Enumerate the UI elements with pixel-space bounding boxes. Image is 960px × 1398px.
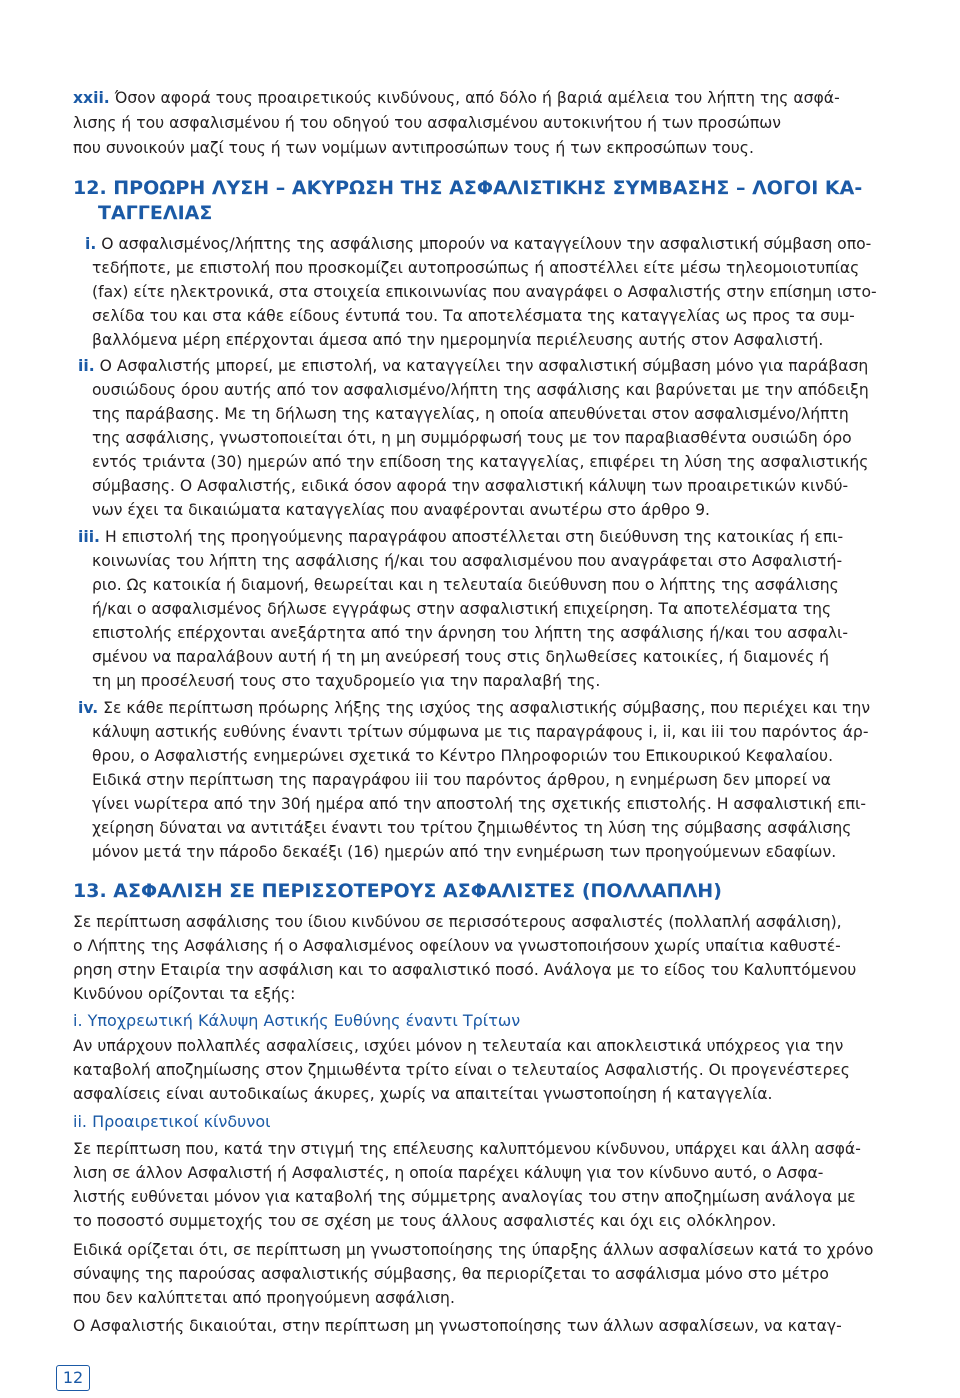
- paragraph-iii-line: κοινωνίας του λήπτη της ασφάλισης ή/και του ασφαλισμένου που αναγράφεται στο Ασφαλιστή-: [92, 552, 843, 570]
- section-13-intro-line: Σε περίπτωση ασφάλισης του ίδιου κινδύνου σε περισσότερους ασφαλιστές (πολλαπλή ασφάλιση),: [73, 913, 842, 931]
- subsection-i-line: Αν υπάρχουν πολλαπλές ασφαλίσεις, ισχύει μόνον η τελευταία και αποκλειστικά υπόχρεος για την: [73, 1037, 844, 1055]
- paragraph-iv-line: μόνον μετά την πάροδο δεκαέξι (16) ημερών από την ενημέρωση των προηγούμενων εδαφίων.: [92, 843, 837, 861]
- section-13-heading: 13. ΑΣΦΑΛΙΣΗ ΣΕ ΠΕΡΙΣΣΟΤΕΡΟΥΣ ΑΣΦΑΛΙΣΤΕΣ (ΠΟΛΛΑΠΛΗ): [73, 880, 722, 902]
- paragraph-ii-line: νων έχει τα δικαιώματα καταγγελίας που αναφέρονται ανωτέρω στο άρθρο 9.: [92, 501, 711, 519]
- item-marker: iv.: [78, 699, 99, 717]
- paragraph-iv-line: γίνει νωρίτερα από την 30ή ημέρα από την αποστολή της σχετικής επιστολής. Η ασφαλιστική επι-: [92, 795, 866, 813]
- section-13-intro-line: ο Λήπτης της Ασφάλισης ή ο Ασφαλισμένος οφείλουν να γνωστοποιήσουν χωρίς υπαίτια καθυστέ-: [73, 937, 841, 955]
- paragraph-i-line: [85, 234, 871, 254]
- text: Ο Ασφαλιστής μπορεί, με επιστολή, να καταγγείλει την ασφαλιστική σύμβαση μόνο για παράβαση: [99, 357, 869, 375]
- subsection-ii-line: σύναψης της παρούσας ασφαλιστικής σύμβασης, θα περιορίζεται το ασφάλισμα μόνο στο μέτρο: [73, 1265, 829, 1283]
- subsection-i-line: ασφαλίσεις είναι αυτοδικαίως άκυρες, χωρίς να απαιτείται γνωστοποίηση ή καταγγελία.: [73, 1085, 773, 1103]
- subsection-ii-line: λιστής ευθύνεται μόνον για καταβολή της σύμμετρης αναλογίας του στην αποζημίωση ανάλογα με: [73, 1188, 856, 1206]
- item-marker: iii.: [78, 528, 100, 546]
- text: Ο ασφαλισμένος/λήπτης της ασφάλισης μπορούν να καταγγείλουν την ασφαλιστική σύμβαση οπο-: [101, 235, 872, 253]
- section-12-heading: ΤΑΓΓΕΛΙΑΣ: [98, 202, 213, 224]
- paragraph-iii-line: επιστολής επέρχονται ανεξάρτητα από την άρνηση του λήπτη της ασφάλισης ή/και του ασφαλι-: [92, 624, 848, 642]
- paragraph-i-line: (fax) είτε ηλεκτρονικά, στα στοιχεία επικοινωνίας που αναγράφει ο Ασφαλιστής στην επίσημη ιστο-: [92, 283, 877, 301]
- subsection-ii-line: Ο Ασφαλιστής δικαιούται, στην περίπτωση μη γνωστοποίησης των άλλων ασφαλίσεων, να καταγ-: [73, 1317, 842, 1335]
- subsection-ii-line: λιση σε άλλον Ασφαλιστή ή Ασφαλιστές, η οποία παρέχει κάλυψη για τον κίνδυνο αυτό, ο Ασφα-: [73, 1164, 824, 1182]
- section-12-heading: 12. ΠΡΟΩΡΗ ΛΥΣΗ – ΑΚΥΡΩΣΗ ΤΗΣ ΑΣΦΑΛΙΣΤΙΚΗΣ ΣΥΜΒΑΣΗΣ – ΛΟΓΟΙ ΚΑ-: [73, 177, 863, 199]
- subsection-i-title: i. Υποχρεωτική Κάλυψη Αστικής Ευθύνης έναντι Τρίτων: [73, 1011, 521, 1030]
- paragraph-iii-line: σμένου να παραλάβουν αυτή ή τη μη ανεύρεσή τους στις δηλωθείσες κατοικίες, ή διαμονές ή: [92, 648, 830, 666]
- section-13-intro-line: ρηση στην Εταιρία την ασφάλιση και το ασφαλιστικό ποσό. Ανάλογα με το είδος του Καλυπτόμενου: [73, 961, 857, 979]
- page-number: 12: [56, 1365, 90, 1391]
- paragraph-iv-line: κάλυψη αστικής ευθύνης έναντι τρίτων σύμφωνα με τις παραγράφους i, ii, και iii του παρόντος άρ-: [92, 723, 869, 741]
- paragraph-xxii-line: [73, 88, 840, 108]
- paragraph-ii-line: ουσιώδους όρου αυτής από τον ασφαλισμένο/λήπτη της ασφάλισης και βαρύνεται με την απόδειξη: [92, 381, 869, 399]
- paragraph-iv-line: Ειδικά στην περίπτωση της παραγράφου iii του παρόντος άρθρου, η ενημέρωση δεν μπορεί να: [92, 771, 831, 789]
- text: Όσον αφορά τους προαιρετικούς κινδύνους, από δόλο ή βαριά αμέλεια του λήπτη της ασφά-: [114, 89, 840, 107]
- subsection-i-line: καταβολή αποζημίωσης στον ζημιωθέντα τρίτο είναι ο τελευταίος Ασφαλιστής. Οι προγενέστερες: [73, 1061, 850, 1079]
- section-13-intro-line: Κινδύνου ορίζονται τα εξής:: [73, 985, 296, 1003]
- paragraph-iii-line: τη μη προσέλευσή τους στο ταχυδρομείο για την παραλαβή της.: [92, 672, 601, 690]
- paragraph-ii-line: [78, 356, 868, 376]
- paragraph-iii-line: [78, 527, 843, 547]
- paragraph-iv-line: χείρηση δύναται να αντιτάξει έναντι του τρίτου ζημιωθέντος τη λύση της σύμβασης ασφάλισης: [92, 819, 852, 837]
- paragraph-i-line: σελίδα του και στα κάθε είδους έντυπά του. Τα αποτελέσματα της καταγγελίας ως προς τα συμ-: [92, 307, 855, 325]
- text: Σε κάθε περίπτωση πρόωρης λήξης της ισχύος της ασφαλιστικής σύμβασης, που περιέχει και την: [103, 699, 871, 717]
- paragraph-xxii-line: που συνοικούν μαζί τους ή των νομίμων αντιπροσώπων τους ή των εκπροσώπων τους.: [73, 139, 754, 157]
- paragraph-ii-line: της παράβασης. Με τη δήλωση της καταγγελίας, η οποία απευθύνεται στον ασφαλισμένο/λήπτη: [92, 405, 849, 423]
- item-marker: xxii.: [73, 89, 110, 107]
- paragraph-i-line: βαλλόμενα μέρη επέρχονται άμεσα από την ημερομηνία περιέλευσης αυτής στον Ασφαλιστή.: [92, 331, 824, 349]
- subsection-ii-line: Σε περίπτωση που, κατά την στιγμή της επέλευσης καλυπτόμενου κίνδυνου, υπάρχει και άλλη ασφά-: [73, 1140, 861, 1158]
- paragraph-i-line: τεδήποτε, με επιστολή που προσκομίζει αυτοπροσώπως ή αποστέλλει είτε μέσω τηλεομοιοτυπίας: [92, 259, 860, 277]
- paragraph-iii-line: ριο. Ως κατοικία ή διαμονή, θεωρείται και η τελευταία διεύθυνση που ο λήπτης της ασφάλισης: [92, 576, 839, 594]
- subsection-ii-title: ii. Προαιρετικοί κίνδυνοι: [73, 1112, 271, 1131]
- paragraph-ii-line: σύμβασης. Ο Ασφαλιστής, ειδικά όσον αφορά την ασφαλιστική κάλυψη των προαιρετικών κινδύ-: [92, 477, 849, 495]
- item-marker: i.: [85, 235, 97, 253]
- item-marker: ii.: [78, 357, 95, 375]
- subsection-ii-line: Ειδικά ορίζεται ότι, σε περίπτωση μη γνωστοποίησης της ύπαρξης άλλων ασφαλίσεων κατά το χρόνο: [73, 1241, 874, 1259]
- paragraph-iv-line: θρου, ο Ασφαλιστής ενημερώνει σχετικά το Κέντρο Πληροφοριών του Επικουρικού Κεφαλαίου.: [92, 747, 834, 765]
- paragraph-ii-line: της ασφάλισης, γνωστοποιείται ότι, η μη συμμόρφωσή τους με τον παραβιασθέντα ουσιώδη όρο: [92, 429, 852, 447]
- paragraph-xxii-line: λισης ή του ασφαλισμένου ή του οδηγού του ασφαλισμένου αυτοκινήτου ή των προσώπων: [73, 114, 781, 132]
- text: Η επιστολή της προηγούμενης παραγράφου αποστέλλεται στη διεύθυνση της κατοικίας ή επι-: [104, 528, 844, 546]
- paragraph-ii-line: εντός τριάντα (30) ημερών από την επίδοση της καταγγελίας, επιφέρει τη λύση της ασφαλιστικής: [92, 453, 869, 471]
- paragraph-iv-line: [78, 698, 870, 718]
- subsection-ii-line: το ποσοστό συμμετοχής του σε σχέση με τους άλλους ασφαλιστές και όχι εις ολόκληρον.: [73, 1212, 777, 1230]
- subsection-ii-line: που δεν καλύπτεται από προηγούμενη ασφάλιση.: [73, 1289, 455, 1307]
- paragraph-iii-line: ή/και ο ασφαλισμένος δήλωσε εγγράφως στην ασφαλιστική επιχείρηση. Τα αποτελέσματα της: [92, 600, 832, 618]
